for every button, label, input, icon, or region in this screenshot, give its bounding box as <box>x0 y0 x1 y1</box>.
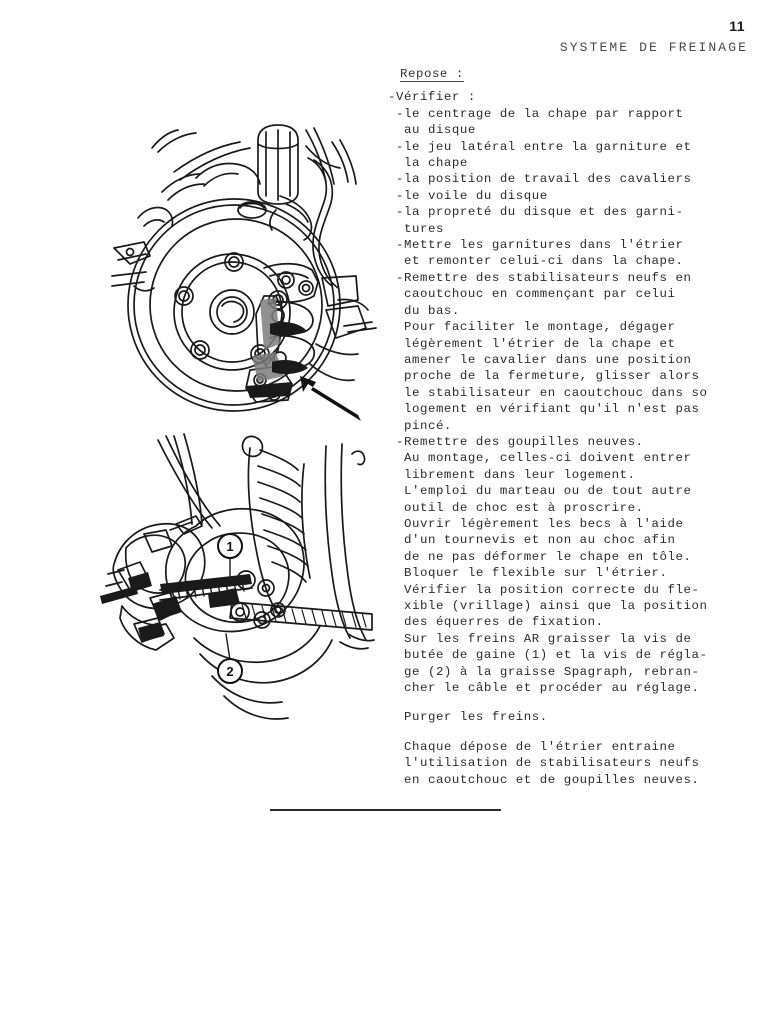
text-line: la chape <box>404 156 468 171</box>
text-line: pincé. <box>404 418 452 433</box>
figure-front-brake <box>100 100 385 425</box>
text-line: des équerres de fixation. <box>404 615 604 630</box>
heading-repose-colon: : <box>447 67 464 81</box>
text-line: le stabilisateur en caoutchouc dans so <box>404 385 708 400</box>
text-line: de ne pas déformer le chape en tôle. <box>404 549 692 564</box>
text-line: -le jeu latéral entre la garniture et <box>396 139 692 154</box>
text-line: du bas. <box>404 303 460 318</box>
text-line: au disque <box>404 123 476 138</box>
text-line: L'emploi du marteau ou de tout autre <box>404 484 692 499</box>
text-line: Chaque dépose de l'étrier entraine <box>404 739 676 754</box>
callout-2 <box>218 659 242 683</box>
text-line: légèrement l'étrier de la chape et <box>404 336 676 351</box>
text-line: en caoutchouc et de goupilles neuves. <box>404 772 700 787</box>
heading-repose <box>400 66 750 82</box>
figure-rear-brake <box>100 428 385 733</box>
text-line: amener le cavalier dans une position <box>404 352 692 367</box>
text-line: -le centrage de la chape par rapport <box>396 106 684 121</box>
text-line: Pour faciliter le montage, dégager <box>404 320 676 335</box>
text-line: xible (vrillage) ainsi que la position <box>404 599 708 613</box>
text-line: Bloquer le flexible sur l'étrier. <box>404 566 668 581</box>
text-line: cher le câble et procéder au réglage. <box>404 681 700 696</box>
text-line: et remonter celui-ci dans la chape. <box>404 254 684 269</box>
text-line: l'utilisation de stabilisateurs neufs <box>404 756 700 771</box>
page-number: 11 <box>729 18 745 34</box>
section-title: SYSTEME DE FREINAGE <box>559 40 748 55</box>
bottom-separator-rule <box>270 809 501 811</box>
text-line: -Mettre les garnitures dans l'étrier <box>396 238 684 253</box>
text-line: outil de choc est à proscrire. <box>404 500 644 515</box>
text-line: -la position de travail des cavaliers <box>396 172 692 187</box>
text-line: butée de gaine (1) et la vis de régla- <box>404 648 708 663</box>
heading-repose-underlined: Repose <box>400 67 448 81</box>
paragraph-gap <box>388 726 750 739</box>
text-line: Au montage, celles-ci doivent entrer <box>404 451 692 466</box>
text-line: Sur les freins AR graisser la vis de <box>404 631 692 646</box>
paragraph-gap <box>388 696 750 709</box>
text-line: librement dans leur logement. <box>404 467 636 482</box>
callout-1 <box>218 534 242 558</box>
text-line: tures <box>404 221 444 236</box>
text-line: Ouvrir légèrement les becs à l'aide <box>404 516 684 531</box>
text-line: -Remettre des goupilles neuves. <box>396 434 644 449</box>
text-line: -Remettre des stabilisateurs neufs en <box>396 270 692 285</box>
body-lines <box>388 89 750 788</box>
text-line: logement en vérifiant qu'il n'est pas <box>404 402 700 417</box>
text-line: -la propreté du disque et des garni- <box>396 205 684 220</box>
callout-2-label: 2 <box>226 664 234 679</box>
text-line: -le voile du disque <box>396 188 548 203</box>
pointer-arrow <box>300 376 361 421</box>
text-line: Vérifier la position correcte du fle- <box>404 582 700 597</box>
text-line: proche de la fermeture, glisser alors <box>404 369 700 384</box>
text-line: caoutchouc en commençant par celui <box>404 287 676 302</box>
text-line: Purger les freins. <box>404 710 548 725</box>
text-line: d'un tournevis et non au choc afin <box>404 533 676 548</box>
text-line: ge (2) à la graisse Spagraph, rebran- <box>404 664 700 679</box>
body-text-column <box>388 66 750 788</box>
callout-1-label: 1 <box>226 539 234 554</box>
text-line: -Vérifier : <box>388 90 476 105</box>
